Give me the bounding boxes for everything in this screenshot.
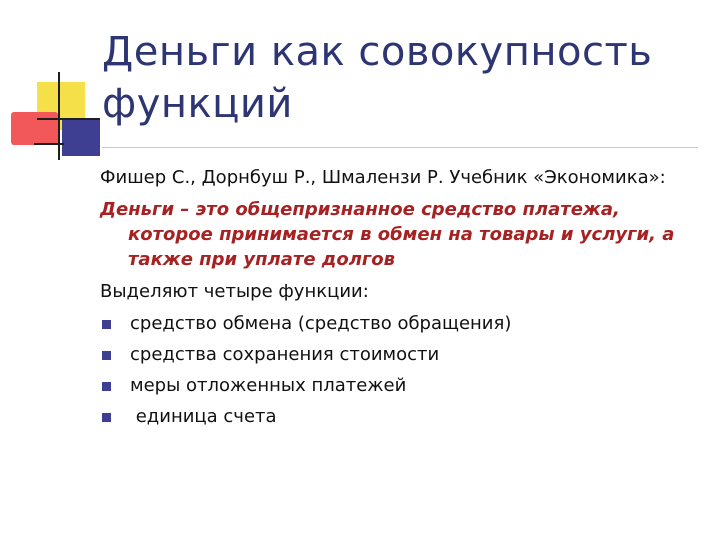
functions-list	[100, 311, 700, 429]
blue-square-shape	[62, 118, 100, 156]
horizontal-line-shape	[37, 118, 100, 120]
list-item-text: средства сохранения стоимости	[130, 344, 440, 365]
color-blocks-decoration	[0, 0, 110, 170]
list-item	[100, 404, 700, 429]
square-bullet-icon	[102, 382, 111, 391]
square-bullet-icon	[102, 351, 111, 360]
list-item	[100, 311, 700, 336]
list-item	[100, 342, 700, 367]
money-definition: Деньги – это общепризнанное средство платежа, которое принимается в обмен на товары и услуги, а также при уплате долгов	[100, 199, 675, 270]
square-bullet-icon	[102, 320, 111, 329]
red-square-shape	[11, 112, 58, 145]
list-item-text: единица счета	[130, 406, 277, 427]
functions-intro: Выделяют четыре функции:	[100, 281, 369, 302]
source-reference: Фишер С., Дорнбуш Р., Шмалензи Р. Учебник «Экономика»:	[100, 167, 666, 188]
list-item	[100, 373, 700, 398]
horizontal-line-shape	[34, 143, 64, 145]
slide-body	[100, 165, 700, 435]
list-item-text: средство обмена (средство обращения)	[130, 313, 512, 334]
list-item-text: меры отложенных платежей	[130, 375, 407, 396]
title-divider	[102, 147, 698, 148]
square-bullet-icon	[102, 413, 111, 422]
vertical-line-shape	[58, 72, 60, 160]
slide-title: Деньги как совокупность функций	[102, 29, 653, 127]
